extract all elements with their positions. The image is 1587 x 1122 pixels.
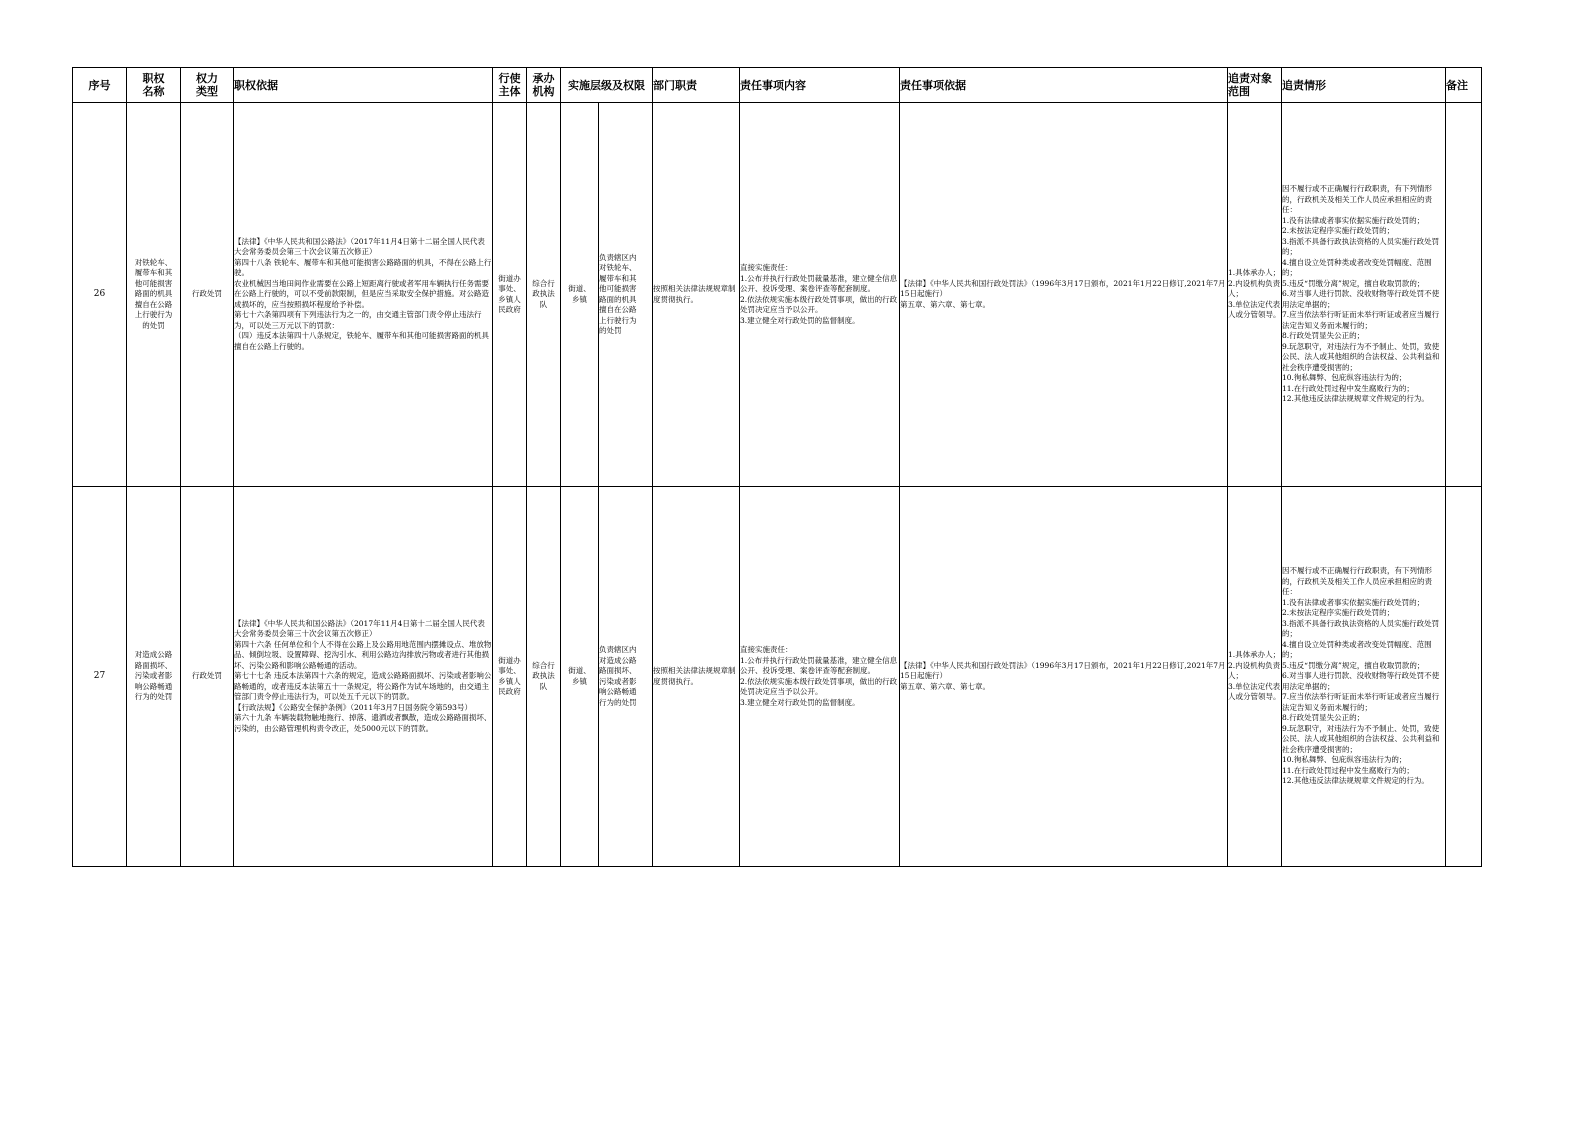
row-duty-content: 直接实施责任： 1.公布并执行行政处罚裁量基准，建立健全信息公开、投诉受理、案卷评查等配套制度。 2.依法依规实施本级行政处罚事项，做出的行政处罚决定应当予以公开。 3.建立健全对行政处罚的监督制度。 — [740, 487, 900, 867]
row-dept-duty: 按照相关法律法规规章制度贯彻执行。 — [653, 103, 740, 487]
row-power-name: 对造成公路 路面损坏、 污染或者影 响公路畅通 行为的处罚 — [127, 487, 181, 867]
header-subject: 行使 主体 — [493, 68, 527, 103]
row-remark — [1446, 103, 1482, 487]
row-situation: 因不履行或不正确履行行政职责，有下列情形的，行政机关及相关工作人员应承担相应的责任： 1.没有法律或者事实依据实施行政处罚的； 2.未按法定程序实施行政处罚的； 3.指派不具备行政执法资格的人员实施行政处罚的； 4.擅自设立处罚种类或者改变处罚幅度、范围的； 5.违反“罚缴分离”规定，擅自收取罚款的； 6.对当事人进行罚款、没收财物等行政处罚不使用法定单据的； 7.应当依法举行听证而未举行听证或者应当履行法定告知义务而未履行的； 8.行政处罚显失公正的； 9.玩忽职守，对违法行为不予制止、处罚，致使公民、法人或其他组织的合法权益、公共利益和社会秩序遭受损害的； 10.徇私舞弊、包庇纵容违法行为的； 11.在行政处罚过程中发生腐败行为的； 12.其他违反法律法规规章文件规定的行为。 — [1282, 487, 1446, 867]
header-situation: 追责情形 — [1282, 68, 1446, 103]
row-power-type: 行政处罚 — [181, 103, 234, 487]
row-duty-basis: 【法律】《中华人民共和国行政处罚法》（1996年3月17日颁布，2021年1月22日修订,2021年7月15日起施行） 第五章、第六章、第七章。 — [900, 103, 1228, 487]
row-subject: 街道办 事处、 乡镇人 民政府 — [493, 103, 527, 487]
row-dept-duty: 按照相关法律法规规章制度贯彻执行。 — [653, 487, 740, 867]
header-power-name: 职权 名称 — [127, 68, 181, 103]
row-scope: 1.具体承办人； 2.内设机构负责人； 3.单位法定代表人或分管领导。 — [1228, 487, 1282, 867]
row-level-scope: 街道、 乡镇 — [561, 103, 599, 487]
table-header-row — [73, 68, 1482, 103]
row-seq: 27 — [73, 487, 127, 867]
header-scope: 追责对象 范围 — [1228, 68, 1282, 103]
row-power-basis: 【法律】《中华人民共和国公路法》（2017年11月4日第十二届全国人民代表大会常务委员会第三十次会议第五次修正） 第四十八条 铁轮车、履带车和其他可能损害公路路面的机具，不得在公路上行驶。 农业机械因当地田间作业需要在公路上短距离行驶或者军用车辆执行任务需要在公路上行驶的，可以不受前款限制，但是应当采取安全保护措施。对公路造成损坏的，应当按照损坏程度给予补偿。 第七十六条第四项有下列违法行为之一的，由交通主管部门责令停止违法行为，可以处三万元以下的罚款： （四）违反本法第四十八条规定，铁轮车、履带车和其他可能损害路面的机具擅自在公路上行驶的。 — [234, 103, 493, 487]
header-remark: 备注 — [1446, 68, 1482, 103]
row-power-type: 行政处罚 — [181, 487, 234, 867]
row-power-name: 对铁轮车、 履带车和其 他可能损害 路面的机具 擅自在公路 上行驶行为 的处罚 — [127, 103, 181, 487]
row-situation: 因不履行或不正确履行行政职责，有下列情形的，行政机关及相关工作人员应承担相应的责任： 1.没有法律或者事实依据实施行政处罚的； 2.未按法定程序实施行政处罚的； 3.指派不具备行政执法资格的人员实施行政处罚的； 4.擅自设立处罚种类或者改变处罚幅度、范围的； 5.违反“罚缴分离”规定，擅自收取罚款的； 6.对当事人进行罚款、没收财物等行政处罚不使用法定单据的； 7.应当依法举行听证而未举行听证或者应当履行法定告知义务而未履行的； 8.行政处罚显失公正的； 9.玩忽职守，对违法行为不予制止、处罚，致使公民、法人或其他组织的合法权益、公共利益和社会秩序遭受损害的； 10.徇私舞弊、包庇纵容违法行为的； 11.在行政处罚过程中发生腐败行为的； 12.其他违反法律法规规章文件规定的行为。 — [1282, 103, 1446, 487]
responsibility-table — [72, 67, 1482, 867]
row-organizer: 综合行 政执法 队 — [527, 103, 561, 487]
row-scope: 1.具体承办人； 2.内设机构负责人； 3.单位法定代表人或分管领导。 — [1228, 103, 1282, 487]
header-duty-basis: 责任事项依据 — [900, 68, 1228, 103]
row-power-basis: 【法律】《中华人民共和国公路法》（2017年11月4日第十二届全国人民代表大会常务委员会第三十次会议第五次修正） 第四十六条 任何单位和个人不得在公路上及公路用地范围内摆摊设点、堆放物品、倾倒垃圾、设置障碍、挖沟引水、利用公路边沟排放污物或者进行其他损坏、污染公路和影响公路畅通的活动。 第七十七条 违反本法第四十六条的规定，造成公路路面损坏、污染或者影响公路畅通的，或者违反本法第五十一条规定，将公路作为试车场地的，由交通主管部门责令停止违法行为，可以处五千元以下的罚款。 【行政法规】《公路安全保护条例》（2011年3月7日国务院令第593号） 第六十九条 车辆装载物触地拖行、掉落、遗洒或者飘散，造成公路路面损坏、污染的，由公路管理机构责令改正，处5000元以下的罚款。 — [234, 487, 493, 867]
header-duty-content: 责任事项内容 — [740, 68, 900, 103]
row-duty-content: 直接实施责任： 1.公布并执行行政处罚裁量基准，建立健全信息公开、投诉受理、案卷评查等配套制度。 2.依法依规实施本级行政处罚事项，做出的行政处罚决定应当予以公开。 3.建立健全对行政处罚的监督制度。 — [740, 103, 900, 487]
row-remark — [1446, 487, 1482, 867]
row-level-authority: 负责辖区内 对造成公路 路面损坏、 污染或者影 响公路畅通 行为的处罚 — [599, 487, 653, 867]
row-duty-basis: 【法律】《中华人民共和国行政处罚法》（1996年3月17日颁布，2021年1月22日修订,2021年7月15日起施行） 第五章、第六章、第七章。 — [900, 487, 1228, 867]
header-seq: 序号 — [73, 68, 127, 103]
table-row — [73, 487, 1482, 867]
header-dept-duty: 部门职责 — [653, 68, 740, 103]
table-row — [73, 103, 1482, 487]
row-level-authority: 负责辖区内 对铁轮车、 履带车和其 他可能损害 路面的机具 擅自在公路 上行驶行为 的处罚 — [599, 103, 653, 487]
header-power-basis: 职权依据 — [234, 68, 493, 103]
header-power-type: 权力 类型 — [181, 68, 234, 103]
row-level-scope: 街道、 乡镇 — [561, 487, 599, 867]
row-subject: 街道办 事处、 乡镇人 民政府 — [493, 487, 527, 867]
header-organizer: 承办 机构 — [527, 68, 561, 103]
row-organizer: 综合行 政执法 队 — [527, 487, 561, 867]
header-level: 实施层级及权限 — [561, 68, 653, 103]
row-seq: 26 — [73, 103, 127, 487]
